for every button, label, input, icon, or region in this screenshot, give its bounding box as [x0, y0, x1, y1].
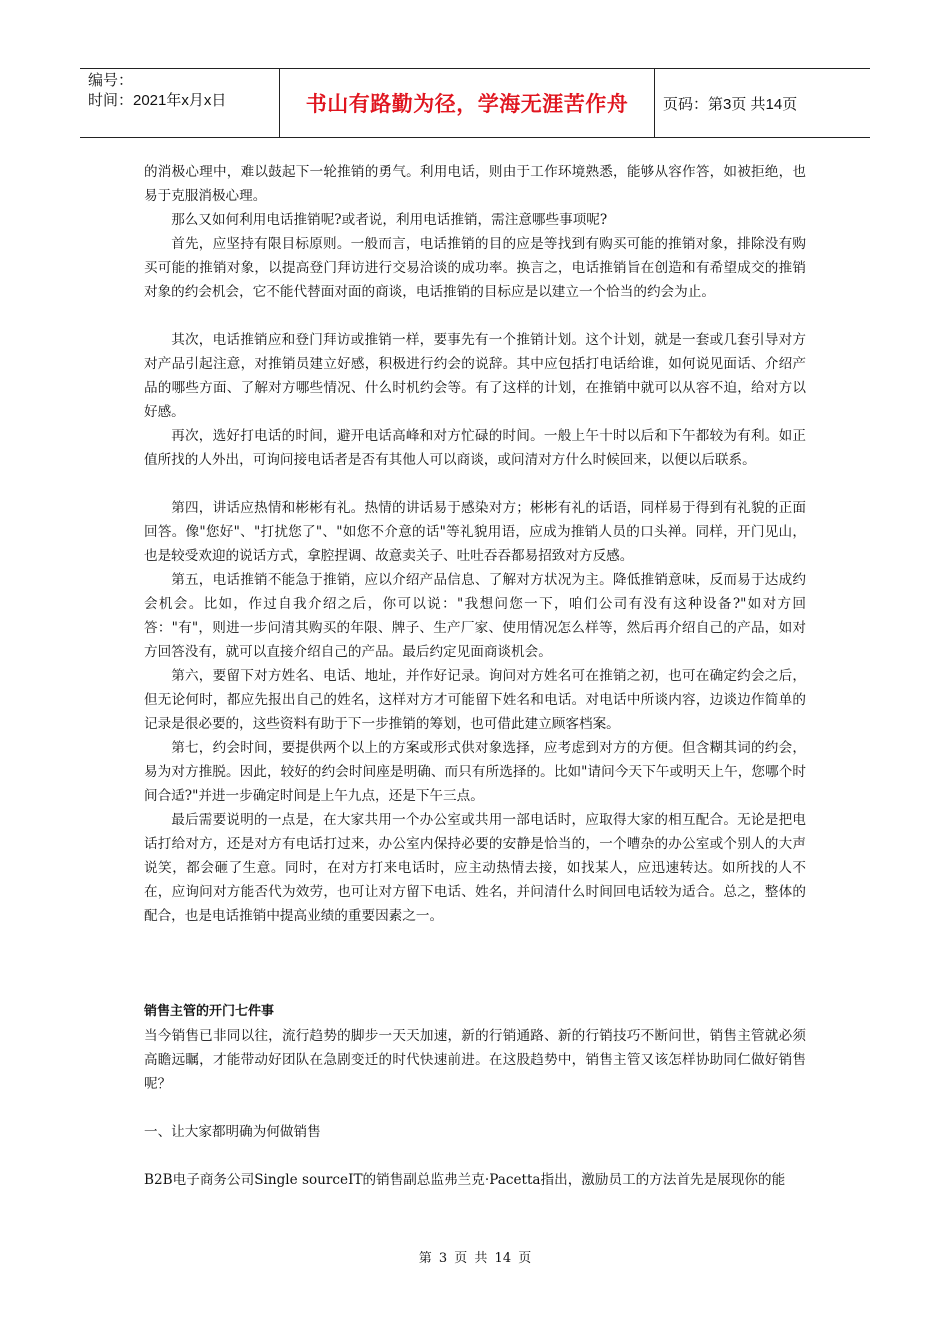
- spacer: [144, 928, 806, 976]
- paragraph: 最后需要说明的一点是，在大家共用一个办公室或共用一部电话时，应取得大家的相互配合。无论是把电话打给对方，还是对方有电话打过来，办公室内保持必要的安静是恰当的，一个嘈杂的办公室或个别人的大声说笑，都会砸了生意。同时，在对方打来电话时，应主动热情去接，如找某人，应迅速转达。如所找的人不在，应询问对方能否代为效劳，也可让对方留下电话、姓名，并问清什么时间回电话较为适合。总之，整体的配合，也是电话推销中提高业绩的重要因素之一。: [144, 812, 806, 924]
- page-label-cell: [655, 69, 870, 137]
- paragraph: 的消极心理中，难以鼓起下一轮推销的勇气。利用电话，则由于工作环境熟悉，能够从容作答，如被拒绝，也易于克服消极心理。: [144, 164, 806, 204]
- date-label: 时间：2021年x月x日: [88, 92, 227, 109]
- footer-page-number: 第 3 页 共 14 页: [418, 1251, 532, 1266]
- number-label: 编号：: [88, 72, 134, 89]
- spacer: [144, 976, 806, 1000]
- header-table: [80, 68, 870, 138]
- spacer: [144, 1096, 806, 1120]
- page-label: 页码：第3页 共14页: [663, 95, 798, 113]
- paragraph: 首先，应坚持有限目标原则。一般而言，电话推销的目的应是等找到有购买可能的推销对象，排除没有购买可能的推销对象，以提高登门拜访进行交易洽谈的成功率。换言之，电话推销旨在创造和有希望成交的推销对象的约会机会，它不能代替面对面的商谈，电话推销的目标应是以建立一个恰当的约会为止。: [144, 236, 806, 300]
- paragraph: 第六，要留下对方姓名、电话、地址，并作好记录。询问对方姓名可在推销之初，也可在确定约会之后，但无论何时，都应先报出自己的姓名，这样对方才可能留下姓名和电话。对电话中所谈内容，边谈边作简单的记录是很必要的，这些资料有助于下一步推销的筹划，也可借此建立顾客档案。: [144, 668, 806, 732]
- spacer: [144, 1144, 806, 1168]
- paragraph: 第五，电话推销不能急于推销，应以介绍产品信息、了解对方状况为主。降低推销意味，反而易于达成约会机会。比如，作过自我介绍之后，你可以说："我想问您一下，咱们公司有没有这种设备?"如对方回答："有"，则进一步问清其购买的年限、牌子、生产厂家、使用情况怎么样等，然后再介绍自己的产品，如对方回答没有，就可以直接介绍自己的产品。最后约定见面商谈机会。: [144, 572, 806, 660]
- motto-cell: [280, 69, 655, 137]
- list-heading: 一、让大家都明确为何做销售: [144, 1124, 321, 1140]
- header-left-cell: [80, 69, 280, 137]
- paragraph: 再次，选好打电话的时间，避开电话高峰和对方忙碌的时间。一般上午十时以后和下午都较为有利。如正值所找的人外出，可询问接电话者是否有其他人可以商谈，或问清对方什么时候回来，以便以后联系。: [144, 428, 806, 468]
- paragraph: B2B电子商务公司Single sourceIT的销售副总监弗兰克·Pacetta指出，激励员工的方法首先是展现你的能: [144, 1172, 786, 1188]
- page-footer: [0, 1247, 950, 1266]
- spacer: [144, 304, 806, 328]
- paragraph: 当今销售已非同以往，流行趋势的脚步一天天加速，新的行销通路、新的行销技巧不断问世，销售主管就必须高瞻远瞩，才能带动好团队在急剧变迁的时代快速前进。在这股趋势中，销售主管又该怎样协助同仁做好销售呢？: [144, 1028, 806, 1092]
- motto-text: 书山有路勤为径，学海无涯苦作舟: [305, 92, 629, 116]
- paragraph: 第四，讲话应热情和彬彬有礼。热情的讲话易于感染对方；彬彬有礼的话语，同样易于得到有礼貌的正面回答。像"您好"、"打扰您了"、"如您不介意的话"等礼貌用语，应成为推销人员的口头禅。同样，开门见山，也是较受欢迎的说话方式，拿腔捏调、故意卖关子、吐吐吞吞都易招致对方反感。: [144, 500, 806, 564]
- paragraph: 其次，电话推销应和登门拜访或推销一样，要事先有一个推销计划。这个计划，就是一套或几套引导对方对产品引起注意，对推销员建立好感，积极进行约会的说辞。其中应包括打电话给谁，如何说见面话、介绍产品的哪些方面、了解对方哪些情况、什么时机约会等。有了这样的计划，在推销中就可以从容不迫，给对方以好感。: [144, 332, 806, 420]
- paragraph: 第七，约会时间，要提供两个以上的方案或形式供对象选择，应考虑到对方的方便。但含糊其词的约会，易为对方推脱。因此，较好的约会时间座是明确、而只有所选择的。比如"请问今天下午或明天上午，您哪个时间合适?"并进一步确定时间是上午九点，还是下午三点。: [144, 740, 806, 804]
- document-body: [144, 160, 806, 1192]
- paragraph: 那么又如何利用电话推销呢?或者说，利用电话推销，需注意哪些事项呢?: [171, 212, 608, 228]
- spacer: [144, 472, 806, 496]
- section-title: 销售主管的开门七件事: [144, 1004, 275, 1019]
